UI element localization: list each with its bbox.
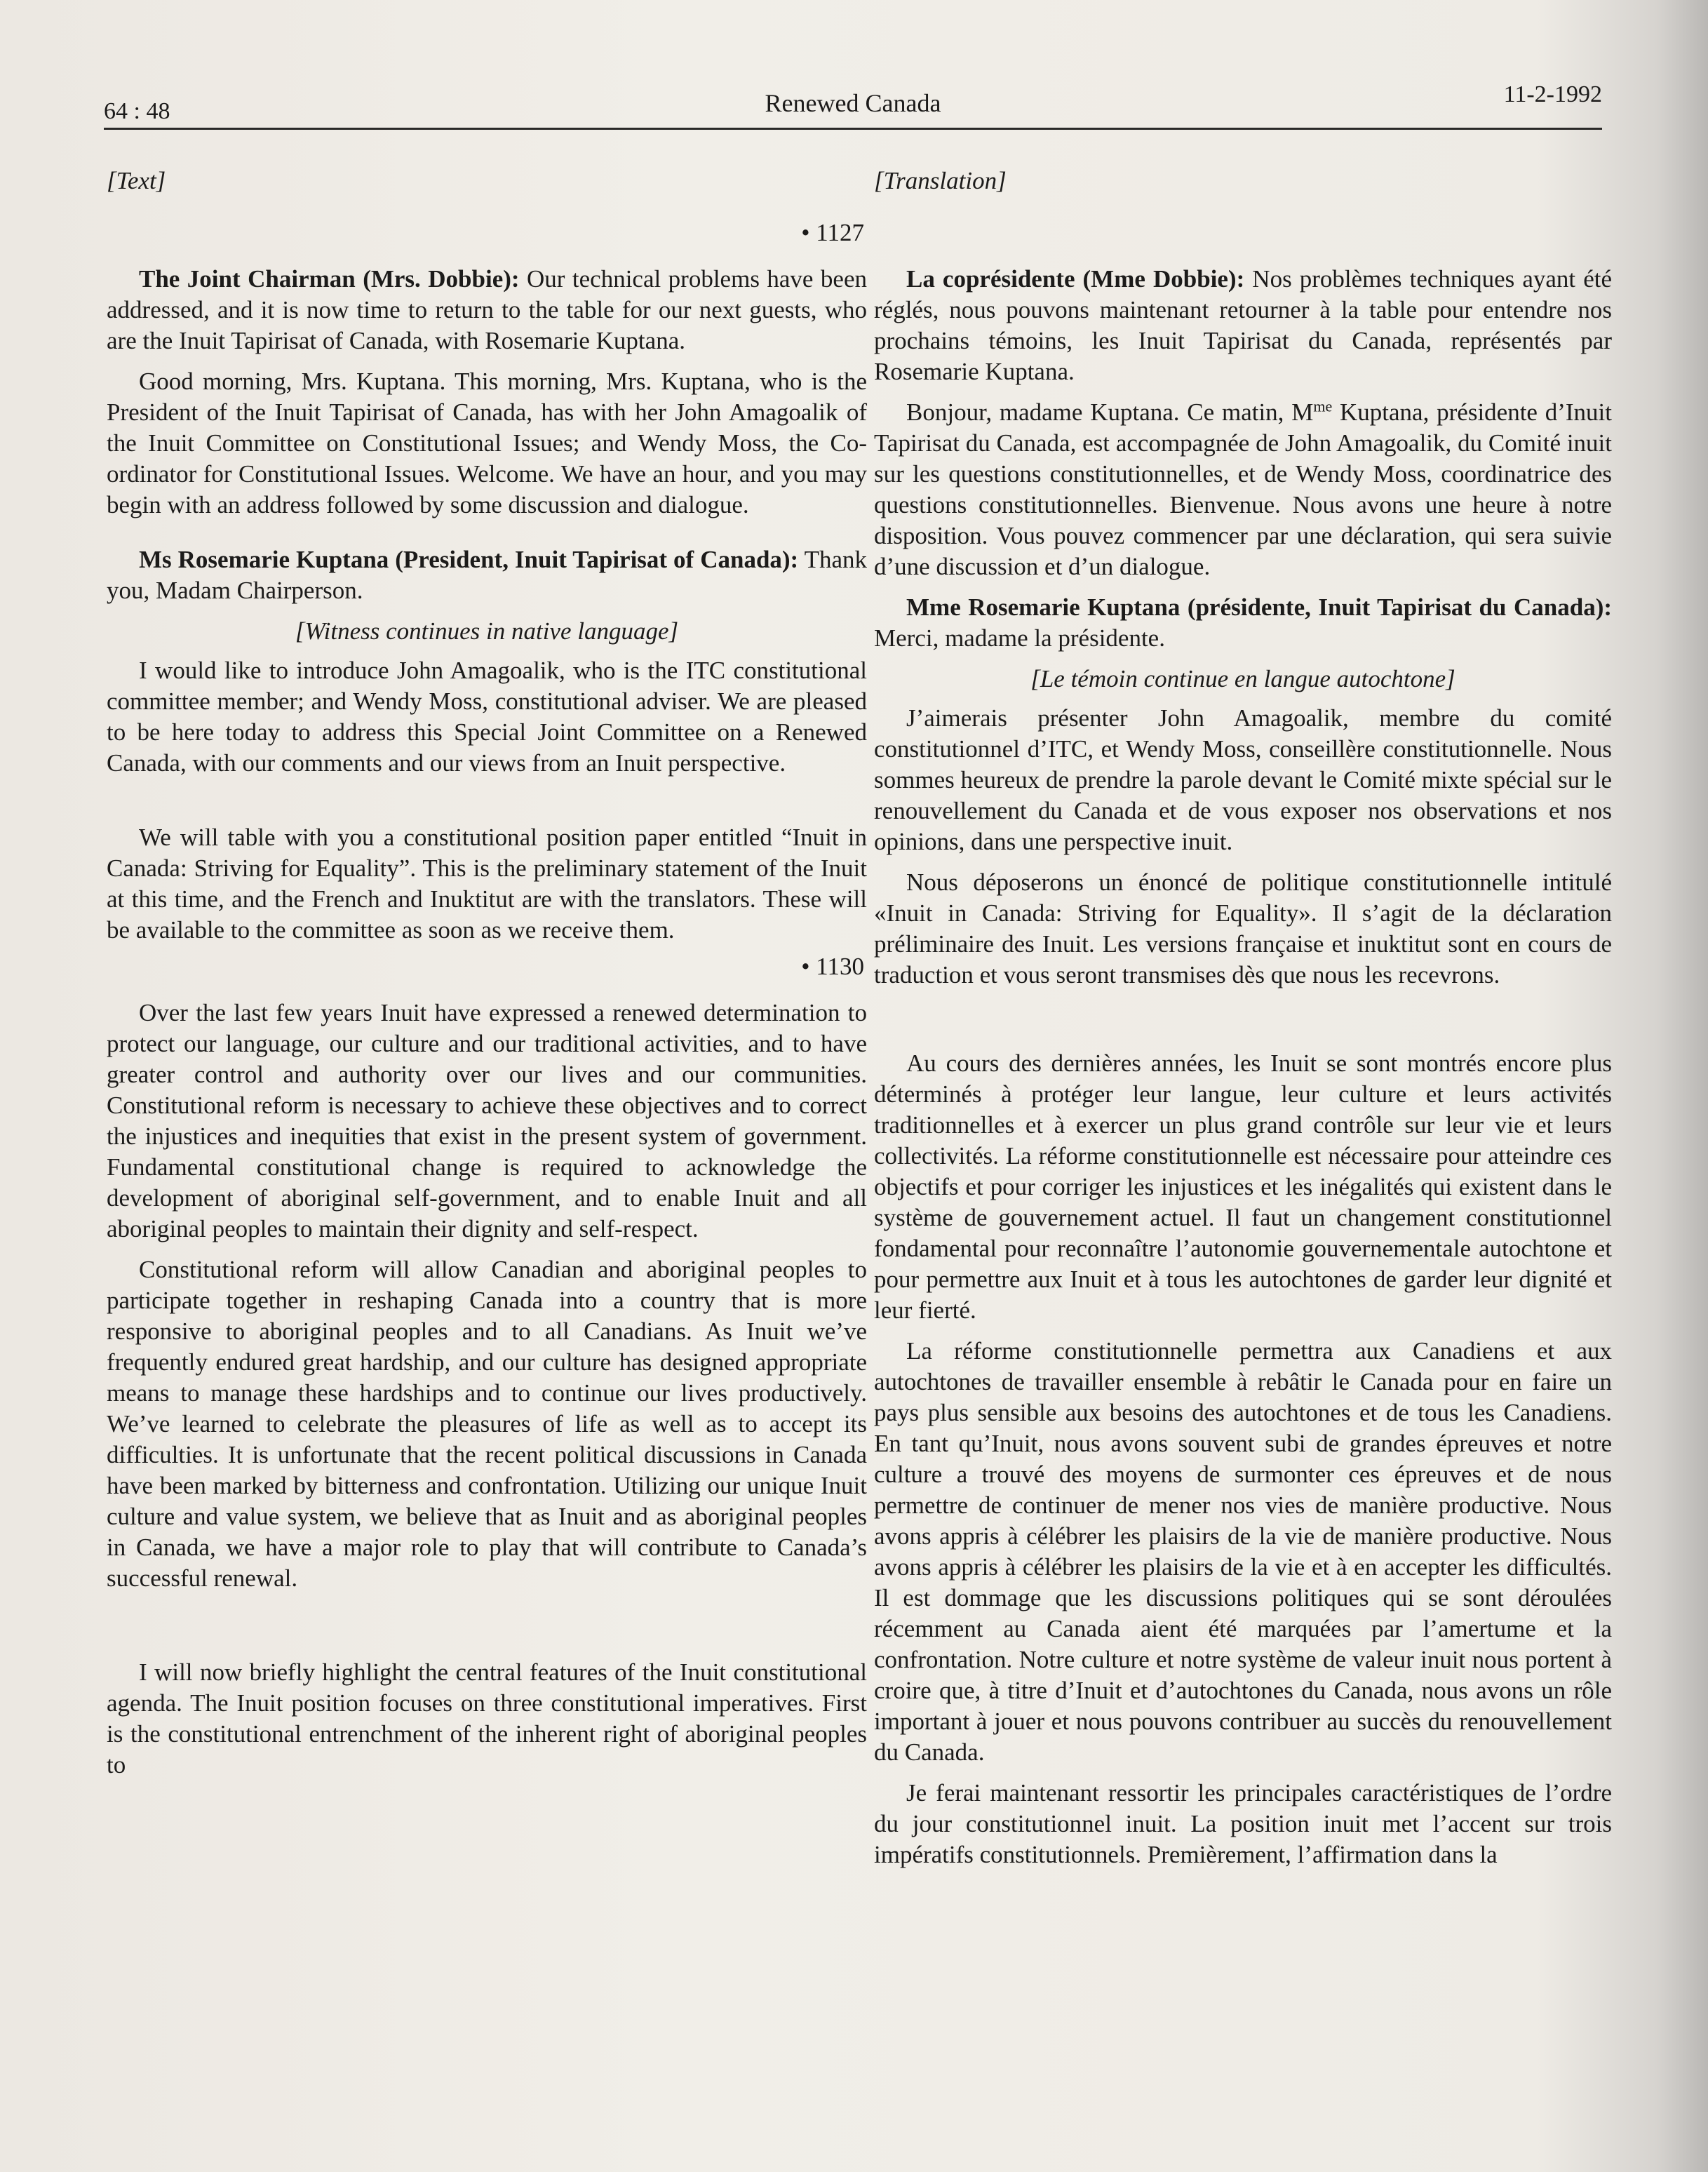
time-marker: • 1127 <box>801 219 864 246</box>
page-header <box>104 79 1602 130</box>
speaker-name: Ms Rosemarie Kuptana (President, Inuit Tapirisat of Canada): <box>139 546 799 573</box>
english-column <box>107 166 867 1790</box>
paragraph: Je ferai maintenant ressortir les principales caractéristiques de l’ordre du jour constitutionnel inuit. La position inuit met l’accent sur trois impératifs constitutionnels. Premièrement, l’affirmation dans la <box>874 1779 1612 1868</box>
time-marker: • 1130 <box>801 953 864 980</box>
running-title: Renewed Canada <box>765 89 941 117</box>
paragraph: Au cours des dernières années, les Inuit se sont montrés encore plus déterminés à protéger leur langue, leur culture et leurs activités traditionnelles et à exercer un plus grand contrôle sur leur vie et leurs collectivités. La réforme constitutionnelle est nécessaire pour atteindre ces objectifs et pour corriger les injustices et les inégalités qui existent dans le système de gouvernement actuel. Il faut un changement constitutionnel fondamental pour reconnaître l’autonomie gouvernementale autochtone et pour permettre aux Inuit et à tous les autochtones de garder leur dignité et leur fierté. <box>874 1050 1612 1324</box>
speech-text: Nos problèmes techniques ayant été réglés, nous pouvons maintenant retourner à la table pour entendre nos prochains témoins, les Inuit Tapirisat du Canada, représentés par Rosemarie Kuptana. <box>874 265 1612 385</box>
paragraph: Nous déposerons un énoncé de politique constitutionnelle intitulé «Inuit in Canada: Striving for Equality». Il s’agit de la déclaration préliminaire des Inuit. Les versions française et inuktitut sont en cours de traduction et vous seront transmises dès que nous les recevrons. <box>874 869 1612 988</box>
speech-text: Our technical problems have been addressed, and it is now time to return to the table for our next guests, who are the Inuit Tapirisat of Canada, with Rosemarie Kuptana. <box>107 265 868 354</box>
speech-text: Merci, madame la présidente. <box>874 624 1165 652</box>
header-date: 11-2-1992 <box>1503 81 1602 107</box>
speaker-name: Mme Rosemarie Kuptana (présidente, Inuit Tapirisat du Canada): <box>906 594 1612 621</box>
paragraph: I will now briefly highlight the central features of the Inuit constitutional agenda. The Inuit position focuses on three constitutional imperatives. First is the constitutional entrenchment of the inherent right of aboriginal peoples to <box>107 1658 867 1778</box>
paragraph <box>874 592 1612 654</box>
paragraph <box>107 264 867 356</box>
speech-text: Bonjour, madame Kuptana. Ce matin, M <box>906 398 1314 426</box>
speech-text: Kuptana, présidente d’Inuit Tapirisat du Canada, est accompagnée de John Amagoalik, du Comité inuit sur les questions constitutionnelles, et de Wendy Moss, coordinatrice des questions constitutionnelles. Bienvenue. Nous avons une heure à notre disposition. Vous pouvez commencer par une déclaration, qui sera suivie d’une discussion et d’un dialogue. <box>874 398 1613 580</box>
paragraph: We will table with you a constitutional position paper entitled “Inuit in Canada: Striving for Equality”. This is the preliminary statement of the Inuit at this time, and the French and Inuktitut are with the translators. These will be available to the committee as soon as we receive them. <box>107 824 867 944</box>
speech-text: Thank you, Madam Chairperson. <box>107 546 867 604</box>
text-label: [Text] <box>107 167 166 194</box>
paragraph: J’aimerais présenter John Amagoalik, membre du comité constitutionnel d’ITC, et Wendy Moss, conseillère constitutionnelle. Nous sommes heureux de prendre la parole devant le Comité mixte spécial sur le renouvellement du Canada et de vous exposer nos observations et nos opinions, dans une perspective inuit. <box>874 704 1612 855</box>
paragraph: Good morning, Mrs. Kuptana. This morning, Mrs. Kuptana, who is the President of the Inuit Tapirisat of Canada, has with her John Amagoalik of the Inuit Committee on Constitutional Issues; and Wendy Moss, the Co-ordinator for Constitutional Issues. Welcome. We have an hour, and you may begin with an address followed by some discussion and dialogue. <box>107 368 867 518</box>
witness-note: [Le témoin continue en langue autochtone] <box>1030 665 1455 692</box>
page-number: 64 : 48 <box>104 98 170 124</box>
translation-label: [Translation] <box>874 167 1007 194</box>
paragraph <box>874 397 1612 582</box>
superscript: me <box>1313 397 1333 415</box>
paragraph <box>107 544 867 606</box>
speaker-name: The Joint Chairman (Mrs. Dobbie): <box>139 265 520 293</box>
paragraph: I would like to introduce John Amagoalik, who is the ITC constitutional committee member; and Wendy Moss, constitutional adviser. We are pleased to be here today to address this Special Joint Committee on a Renewed Canada, with our comments and our views from an Inuit perspective. <box>107 657 867 777</box>
paragraph: La réforme constitutionnelle permettra aux Canadiens et aux autochtones de travailler ensemble à rebâtir le Canada pour en faire un pays plus sensible aux besoins des autochtones et de tous les Canadiens. En tant qu’Inuit, nous avons souvent subi de grandes épreuves et notre culture a trouvé des moyens de surmonter ces épreuves et de nous permettre de continuer de mener nos vies de manière productive. Nous avons appris à célébrer les plaisirs de la vie de manière productive. Nous avons appris à célébrer les plaisirs de la vie et à en accepter les difficultés. Il est dommage que les discussions politiques qui se sont déroulées récemment au Canada aient été marquées par l’amertume et la confrontation. Notre culture et notre système de valeur inuit nous portent à croire que, à titre d’Inuit et d’autochtones du Canada, nous avons un rôle important à jouer et nous pouvons contribuer au succès du renouvellement du Canada. <box>874 1337 1612 1766</box>
witness-note: [Witness continues in native language] <box>295 617 679 645</box>
french-column <box>874 166 1612 1880</box>
speaker-name: La coprésidente (Mme Dobbie): <box>906 265 1245 293</box>
paragraph: Constitutional reform will allow Canadian and aboriginal peoples to participate together in reshaping Canada into a country that is more responsive to aboriginal peoples and to all Canadians. As Inuit we’ve frequently endured great hardship, and our culture has designed appropriate means to manage these hardships and to continue our lives productively. We’ve learned to celebrate the pleasures of life as well as to accept its difficulties. It is unfortunate that the recent political discussions in Canada have been marked by bitterness and confrontation. Utilizing our unique Inuit culture and value system, we believe that as Inuit and as aboriginal peoples in Canada, we have a major role to play that will contribute to Canada’s successful renewal. <box>107 1256 867 1592</box>
paragraph <box>874 264 1612 387</box>
paragraph: Over the last few years Inuit have expressed a renewed determination to protect our language, our culture and our traditional activities, and to have greater control and authority over our lives and our communities. Constitutional reform is necessary to achieve these objectives and to correct the injustices and inequities that exist in the present system of government. Fundamental constitutional change is required to acknowledge the development of aboriginal self-government, and to enable Inuit and all aboriginal peoples to maintain their dignity and self-respect. <box>107 999 867 1242</box>
